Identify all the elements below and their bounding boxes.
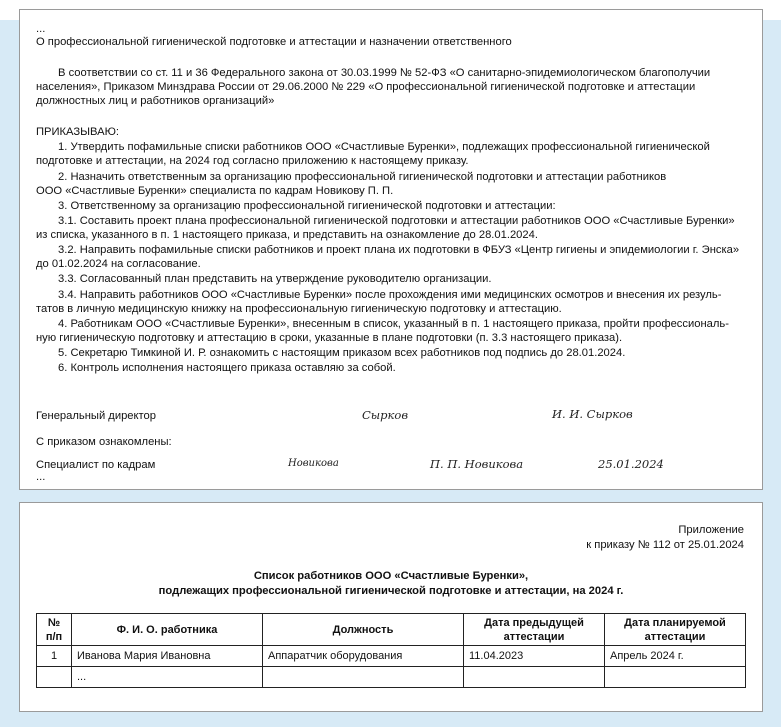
preamble-line: должностных лиц и работников организаций» (36, 95, 275, 107)
preamble-line: населения», Приказом Минздрава России от 29.06.2000 № 229 «О профессиональной гигиенической подготовке и аттестации (36, 81, 696, 93)
order-heading: О профессиональной гигиенической подготовке и аттестации и назначении ответственного (36, 36, 512, 48)
appendix-title-line: Список работников ООО «Счастливые Буренки», (253, 570, 529, 582)
appendix-label: Приложение (678, 524, 744, 536)
cell-plan-date (605, 667, 746, 688)
acquainted-label: С приказом ознакомлены: (36, 436, 172, 448)
order-item-line: 2. Назначить ответственным за организацию профессиональной гигиенической подготовки и аттестации работников (58, 171, 667, 183)
order-item-line: 4. Работникам ООО «Счастливые Буренки», внесенным в список, указанный в п. 1 настоящего приказа, пройти профессиональ- (58, 318, 729, 330)
cell-position: Аппаратчик оборудования (263, 646, 464, 667)
director-signature: Сырков (362, 408, 409, 422)
appendix-title-line: подлежащих профессиональной гигиенической подготовке и аттестации, на 2024 г. (158, 585, 624, 597)
cell-name: Иванова Мария Ивановна (72, 646, 263, 667)
order-item-line: 3.3. Согласованный план представить на утверждение руководителю организации. (58, 273, 492, 285)
cell-position (263, 667, 464, 688)
appendix-ref: к приказу № 112 от 25.01.2024 (586, 539, 744, 551)
specialist-signature: Новикова (288, 458, 339, 469)
header-number: № п/п (37, 614, 72, 646)
order-item-line: 3.4. Направить работников ООО «Счастливые Буренки» после прохождения ими медицинских осмотров и внесения их резуль- (58, 289, 722, 301)
table-header-row (37, 614, 746, 646)
cell-prev-date: 11.04.2023 (464, 646, 605, 667)
order-item-line: ООО «Счастливые Буренки» специалиста по кадрам Новикову П. П. (36, 185, 394, 197)
order-document (19, 9, 763, 490)
header-plan-date: Дата планируемой аттестации (605, 614, 746, 646)
order-item-line: 3.2. Направить пофамильные списки работников и проект плана их подготовки в ФБУЗ «Центр гигиены и эпидемиологии г. Энска» (58, 244, 740, 256)
director-label: Генеральный директор (36, 410, 156, 422)
order-item-line: 5. Секретарю Тимкиной И. Р. ознакомить с настоящим приказом всех работников под подпись до 28.01.2024. (58, 347, 626, 359)
ellipsis-top: ... (36, 23, 46, 35)
header-name: Ф. И. О. работника (72, 614, 263, 646)
order-item-line: 3. Ответственному за организацию профессиональной гигиенической подготовки и аттестации: (58, 200, 556, 212)
cell-name: ... (72, 667, 263, 688)
order-item-line: ную гигиеническую подготовку и аттестацию в сроки, указанные в плане подготовки (п. 3.3 настоящего приказа). (36, 332, 623, 344)
cell-number: 1 (37, 646, 72, 667)
order-item-line: из списка, указанного в п. 1 настоящего приказа, и представить на ознакомление до 28.01.2024. (36, 229, 538, 241)
table-row (37, 646, 746, 667)
cell-plan-date: Апрель 2024 г. (605, 646, 746, 667)
director-name: И. И. Сырков (552, 407, 633, 421)
cell-number (37, 667, 72, 688)
order-item-line: 1. Утвердить пофамильные списки работников ООО «Счастливые Буренки», подлежащих профессиональной гигиенической (58, 141, 710, 153)
order-item-line: подготовке и аттестации, на 2024 год согласно приложению к настоящему приказу. (36, 155, 469, 167)
specialist-date: 25.01.2024 (598, 457, 664, 471)
order-item-line: до 01.02.2024 на согласование. (36, 258, 201, 270)
order-item-line: 6. Контроль исполнения настоящего приказа оставляю за собой. (58, 362, 396, 374)
order-item-line: 3.1. Составить проект плана профессиональной гигиенической подготовки и аттестации работников ООО «Счастливые Буренки» (58, 215, 735, 227)
table-row (37, 667, 746, 688)
cell-prev-date (464, 667, 605, 688)
employee-table (36, 613, 746, 688)
specialist-name: П. П. Новикова (430, 457, 524, 471)
header-position: Должность (263, 614, 464, 646)
ellipsis-bottom: ... (36, 471, 46, 483)
order-word: ПРИКАЗЫВАЮ: (36, 126, 120, 138)
preamble-line: В соответствии со ст. 11 и 36 Федерального закона от 30.03.1999 № 52-ФЗ «О санитарно-эпидемиологическом благополучии (58, 67, 711, 79)
specialist-label: Специалист по кадрам (36, 459, 156, 471)
header-prev-date: Дата предыдущей аттестации (464, 614, 605, 646)
appendix-document (19, 502, 763, 712)
order-item-line: татов в личную медицинскую книжку на профессиональную гигиеническую подготовку и аттестацию. (36, 303, 562, 315)
